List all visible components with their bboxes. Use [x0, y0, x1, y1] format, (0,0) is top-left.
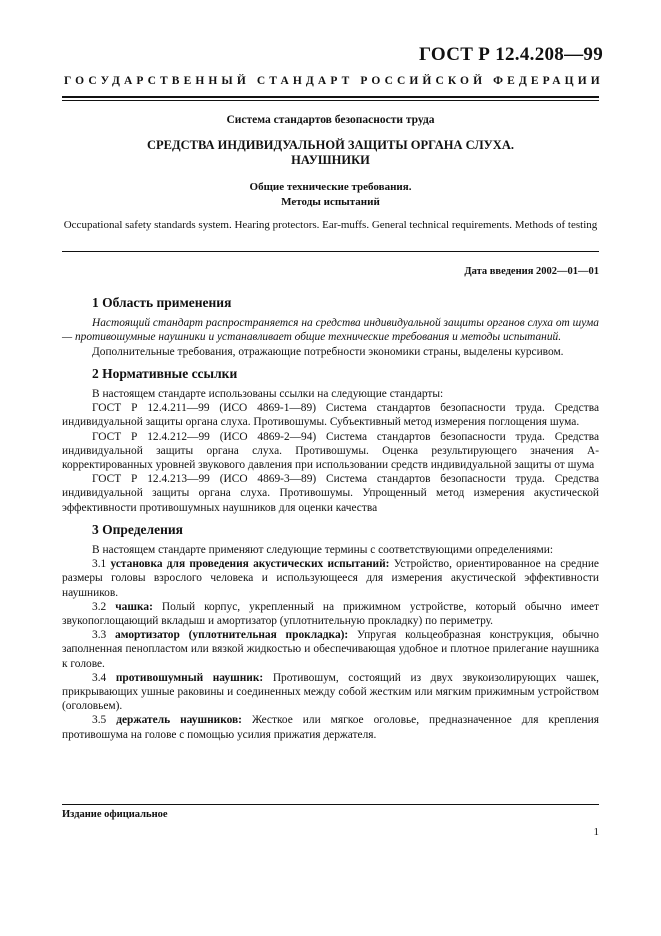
definition-text: Жесткое или мягкое оголовье, предназначенное для крепления противошума на голове с помощью усилия прижатия держателя. — [62, 714, 599, 741]
definition-3-2 — [62, 600, 599, 628]
footer-rule — [62, 804, 599, 805]
page-number: 1 — [593, 826, 599, 838]
section-2-reference-3: ГОСТ Р 12.4.213—99 (ИСО 4869-3—89) Система стандартов безопасности труда. Средства индивидуальной защиты органа слуха. Противошумы. Упрощенный метод измерения акустической эффективности противошумных наушников для оценки качества — [62, 473, 599, 514]
definition-text: Противошум, состоящий из двух звукоизолирующих чашек, прикрывающих ушные раковины и соединенных между собой жестким или мягким прижимным устройством (оголовьем). — [62, 671, 599, 713]
section-1-paragraph-2: Дополнительные требования, отражающие потребности экономики страны, выделены курсивом. — [92, 345, 564, 358]
definition-number: 3.4 — [92, 671, 107, 684]
section-3-title: 3 Определения — [92, 521, 183, 537]
section-3-intro: В настоящем стандарте применяют следующие термины с соответствующими определениями: — [92, 544, 554, 557]
english-title: Occupational safety standards system. Hearing protectors. Ear-muffs. General technical requirements. Methods of testing — [63, 219, 598, 231]
definition-number: 3.5 — [92, 714, 107, 727]
subtitle-line-2: Методы испытаний — [281, 196, 380, 208]
definition-term: чашка: — [115, 600, 153, 613]
subtitle-line-1: Общие технические требования. — [249, 181, 412, 193]
section-1-title: 1 Область применения — [92, 295, 232, 310]
definition-number: 3.1 — [92, 558, 107, 571]
section-1-paragraph-1: Настоящий стандарт распространяется на средства индивидуальной защиты органов слуха от шума — противошумные наушники и устанавливает общие технические требования и методы испытаний. — [62, 317, 599, 344]
section-2-title: 2 Нормативные ссылки — [92, 365, 238, 381]
definition-3-4 — [62, 671, 599, 714]
section-2-reference-2: ГОСТ Р 12.4.212—99 (ИСО 4869-2—94) Система стандартов безопасности труда. Средства индивидуальной защиты органа слуха. Противошумы. Оценка результирующего значения А-корректированных уровней звукового давления при использовании средств индивидуальной защиты от шума — [62, 430, 599, 472]
main-title-line-1: СРЕДСТВА ИНДИВИДУАЛЬНОЙ ЗАЩИТЫ ОРГАНА СЛУХА. — [147, 138, 514, 152]
definition-term: противошумный наушник: — [115, 671, 264, 684]
definition-number: 3.3 — [92, 629, 107, 642]
definition-text: Устройство, ориентированное на средние размеры головы взрослого человека и использующееся для измерения акустической эффективности наушников. — [62, 558, 599, 599]
title-block-rule — [62, 251, 599, 252]
header-rule-thick — [62, 96, 599, 98]
header-rule-thin — [62, 100, 599, 101]
edition-label: Издание официальное — [62, 809, 168, 820]
definition-3-3 — [62, 628, 599, 671]
definition-text: Полый корпус, укрепленный на прижимном устройстве, который обычно имеет звукопоглощающий вкладыш и амортизатор (уплотнительную прокладку) по периметру. — [62, 600, 599, 628]
main-title — [62, 138, 599, 168]
definition-number: 3.2 — [92, 600, 107, 613]
state-standard-banner: ГОСУДАРСТВЕННЫЙ СТАНДАРТ РОССИЙСКОЙ ФЕДЕРАЦИИ — [64, 75, 604, 87]
definition-3-1 — [62, 557, 599, 600]
definition-term: установка для проведения акустических испытаний: — [110, 558, 390, 571]
definition-3-5 — [62, 713, 599, 741]
section-2-reference-1: ГОСТ Р 12.4.211—99 (ИСО 4869-1—89) Система стандартов безопасности труда. Средства индивидуальной защиты органа слуха. Противошумы. Субъективный метод измерения поглощения шума. — [62, 402, 599, 429]
definition-term: амортизатор (уплотнительная прокладка): — [115, 629, 349, 642]
document-number: ГОСТ Р 12.4.208—99 — [418, 44, 603, 65]
section-2-paragraph-1: В настоящем стандарте использованы ссылки на следующие стандарты: — [92, 388, 444, 401]
introduction-date: Дата введения 2002—01—01 — [464, 266, 599, 277]
subtitle — [62, 180, 599, 210]
definition-text: Упругая кольцеобразная конструкция, обычно заполненная пенопластом или вязкой жидкостью и обеспечивающая удобное и плотное прилегание наушника к голове. — [62, 629, 599, 670]
definition-term: держатель наушников: — [116, 714, 242, 727]
system-title: Система стандартов безопасности труда — [226, 114, 435, 126]
main-title-line-2: НАУШНИКИ — [291, 153, 370, 167]
document-body — [62, 296, 599, 742]
